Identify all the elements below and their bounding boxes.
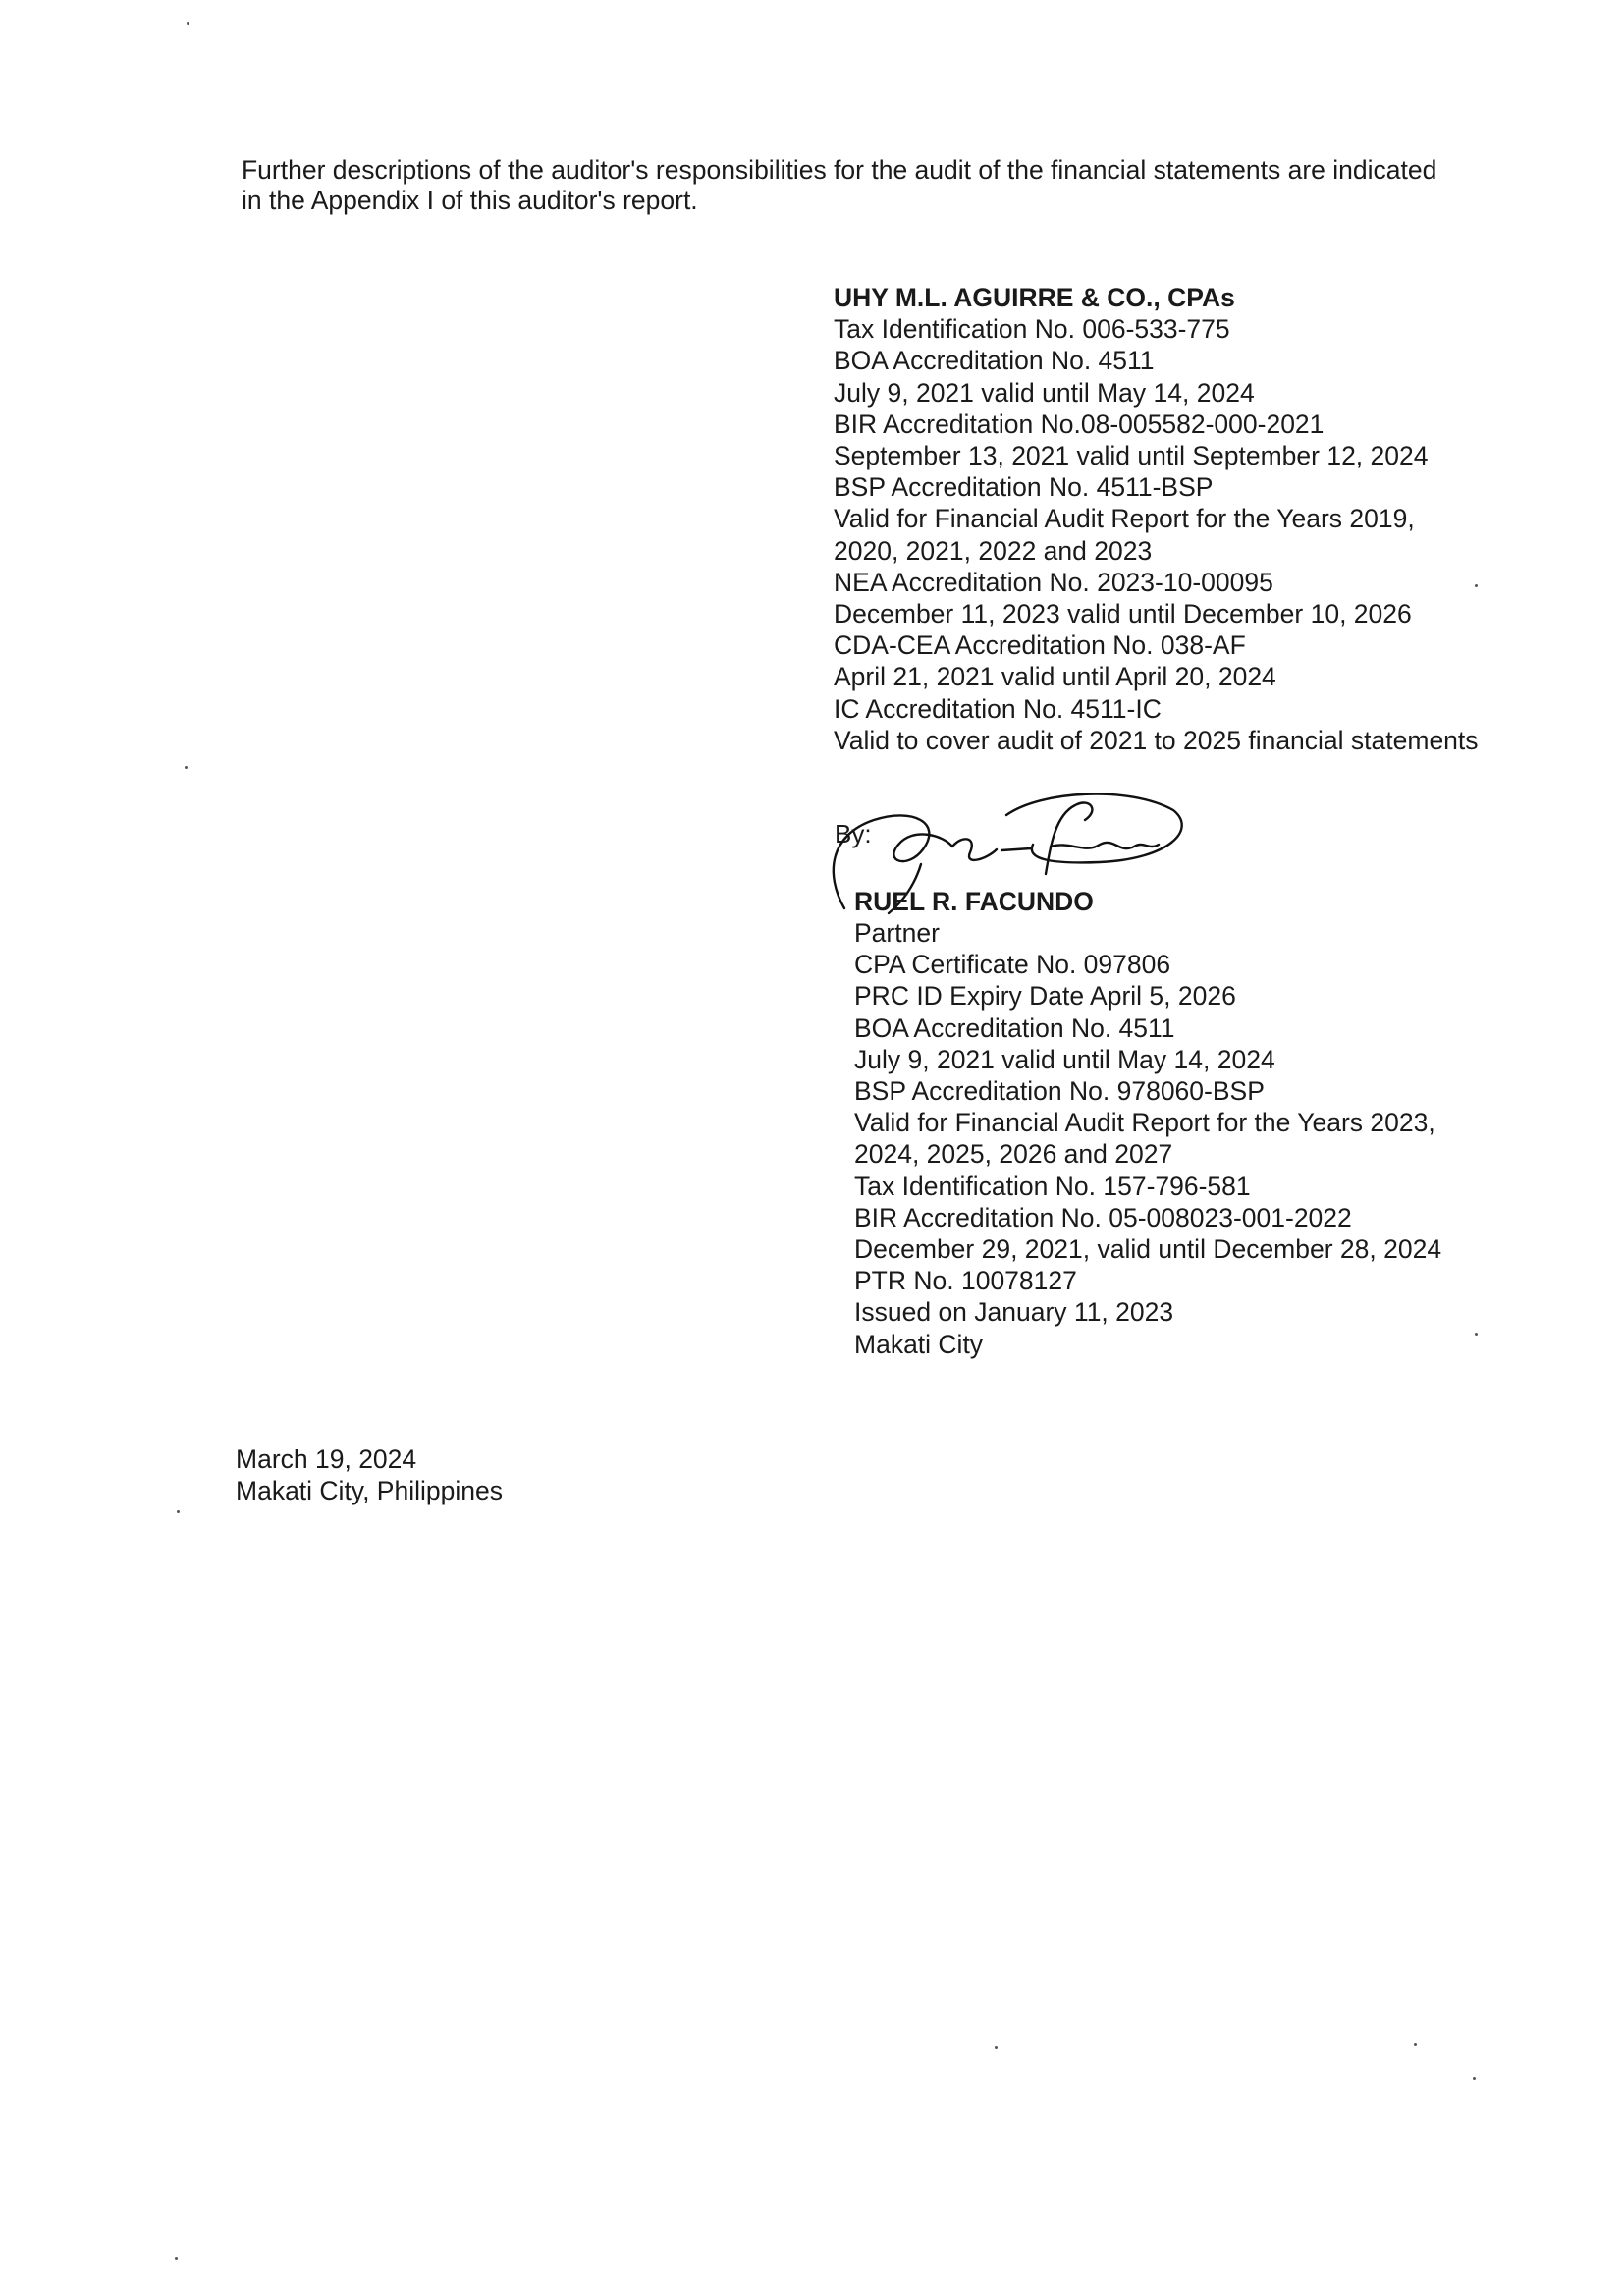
firm-line: Valid for Financial Audit Report for the Years 2019,	[834, 504, 1415, 534]
scan-speck	[995, 2046, 998, 2049]
scan-speck	[175, 2257, 178, 2260]
firm-block	[834, 282, 1599, 756]
partner-name: RUEL R. FACUNDO	[854, 887, 1094, 916]
firm-line: September 13, 2021 valid until September 12, 2024	[834, 441, 1429, 471]
scan-speck	[1473, 2077, 1476, 2080]
firm-name: UHY M.L. AGUIRRE & CO., CPAs	[834, 283, 1235, 312]
report-date-block	[236, 1444, 825, 1506]
intro-line-2: in the Appendix I of this auditor's report.	[242, 186, 698, 215]
signature-by-label: By:	[835, 819, 872, 848]
partner-line: BIR Accreditation No. 05-008023-001-2022	[854, 1202, 1352, 1232]
firm-line: CDA-CEA Accreditation No. 038-AF	[834, 630, 1246, 661]
intro-paragraph	[242, 155, 1538, 216]
partner-line: BSP Accreditation No. 978060-BSP	[854, 1076, 1265, 1107]
partner-line: July 9, 2021 valid until May 14, 2024	[854, 1044, 1275, 1074]
partner-name-row	[854, 886, 1094, 917]
firm-line: BIR Accreditation No.08-005582-000-2021	[834, 409, 1325, 439]
firm-line: NEA Accreditation No. 2023-10-00095	[834, 567, 1273, 597]
report-date: March 19, 2024	[236, 1445, 417, 1474]
report-place: Makati City, Philippines	[236, 1476, 503, 1506]
scan-speck	[187, 22, 189, 25]
scan-speck	[1414, 2043, 1417, 2046]
partner-line: PRC ID Expiry Date April 5, 2026	[854, 981, 1236, 1011]
firm-line: 2020, 2021, 2022 and 2023	[834, 535, 1153, 566]
firm-line: July 9, 2021 valid until May 14, 2024	[834, 377, 1255, 408]
partner-line: December 29, 2021, valid until December 28, 2024	[854, 1234, 1442, 1265]
firm-line: Valid to cover audit of 2021 to 2025 financial statements	[834, 725, 1479, 755]
partner-line: Makati City	[854, 1329, 984, 1359]
scan-speck	[177, 1510, 180, 1513]
scan-speck	[1475, 1333, 1478, 1336]
partner-line: Partner	[854, 918, 940, 948]
partner-line: Issued on January 11, 2023	[854, 1297, 1174, 1328]
firm-line: BSP Accreditation No. 4511-BSP	[834, 472, 1214, 503]
firm-line: IC Accreditation No. 4511-IC	[834, 693, 1162, 724]
scan-speck	[1475, 584, 1478, 587]
intro-line-1: Further descriptions of the auditor's responsibilities for the audit of the financial statements are indicated	[242, 155, 1437, 185]
firm-line: April 21, 2021 valid until April 20, 2024	[834, 662, 1276, 692]
partner-line: BOA Accreditation No. 4511	[854, 1012, 1175, 1043]
partner-line: CPA Certificate No. 097806	[854, 950, 1171, 980]
firm-line: Tax Identification No. 006-533-775	[834, 314, 1230, 345]
partner-line: PTR No. 10078127	[854, 1266, 1077, 1296]
partner-line: Valid for Financial Audit Report for the Years 2023,	[854, 1108, 1435, 1138]
partner-line: 2024, 2025, 2026 and 2027	[854, 1139, 1173, 1170]
firm-line: BOA Accreditation No. 4511	[834, 346, 1155, 376]
firm-line: December 11, 2023 valid until December 10, 2026	[834, 599, 1412, 629]
partner-line: Tax Identification No. 157-796-581	[854, 1171, 1251, 1201]
partner-block	[854, 917, 1600, 1360]
scan-speck	[185, 766, 188, 769]
